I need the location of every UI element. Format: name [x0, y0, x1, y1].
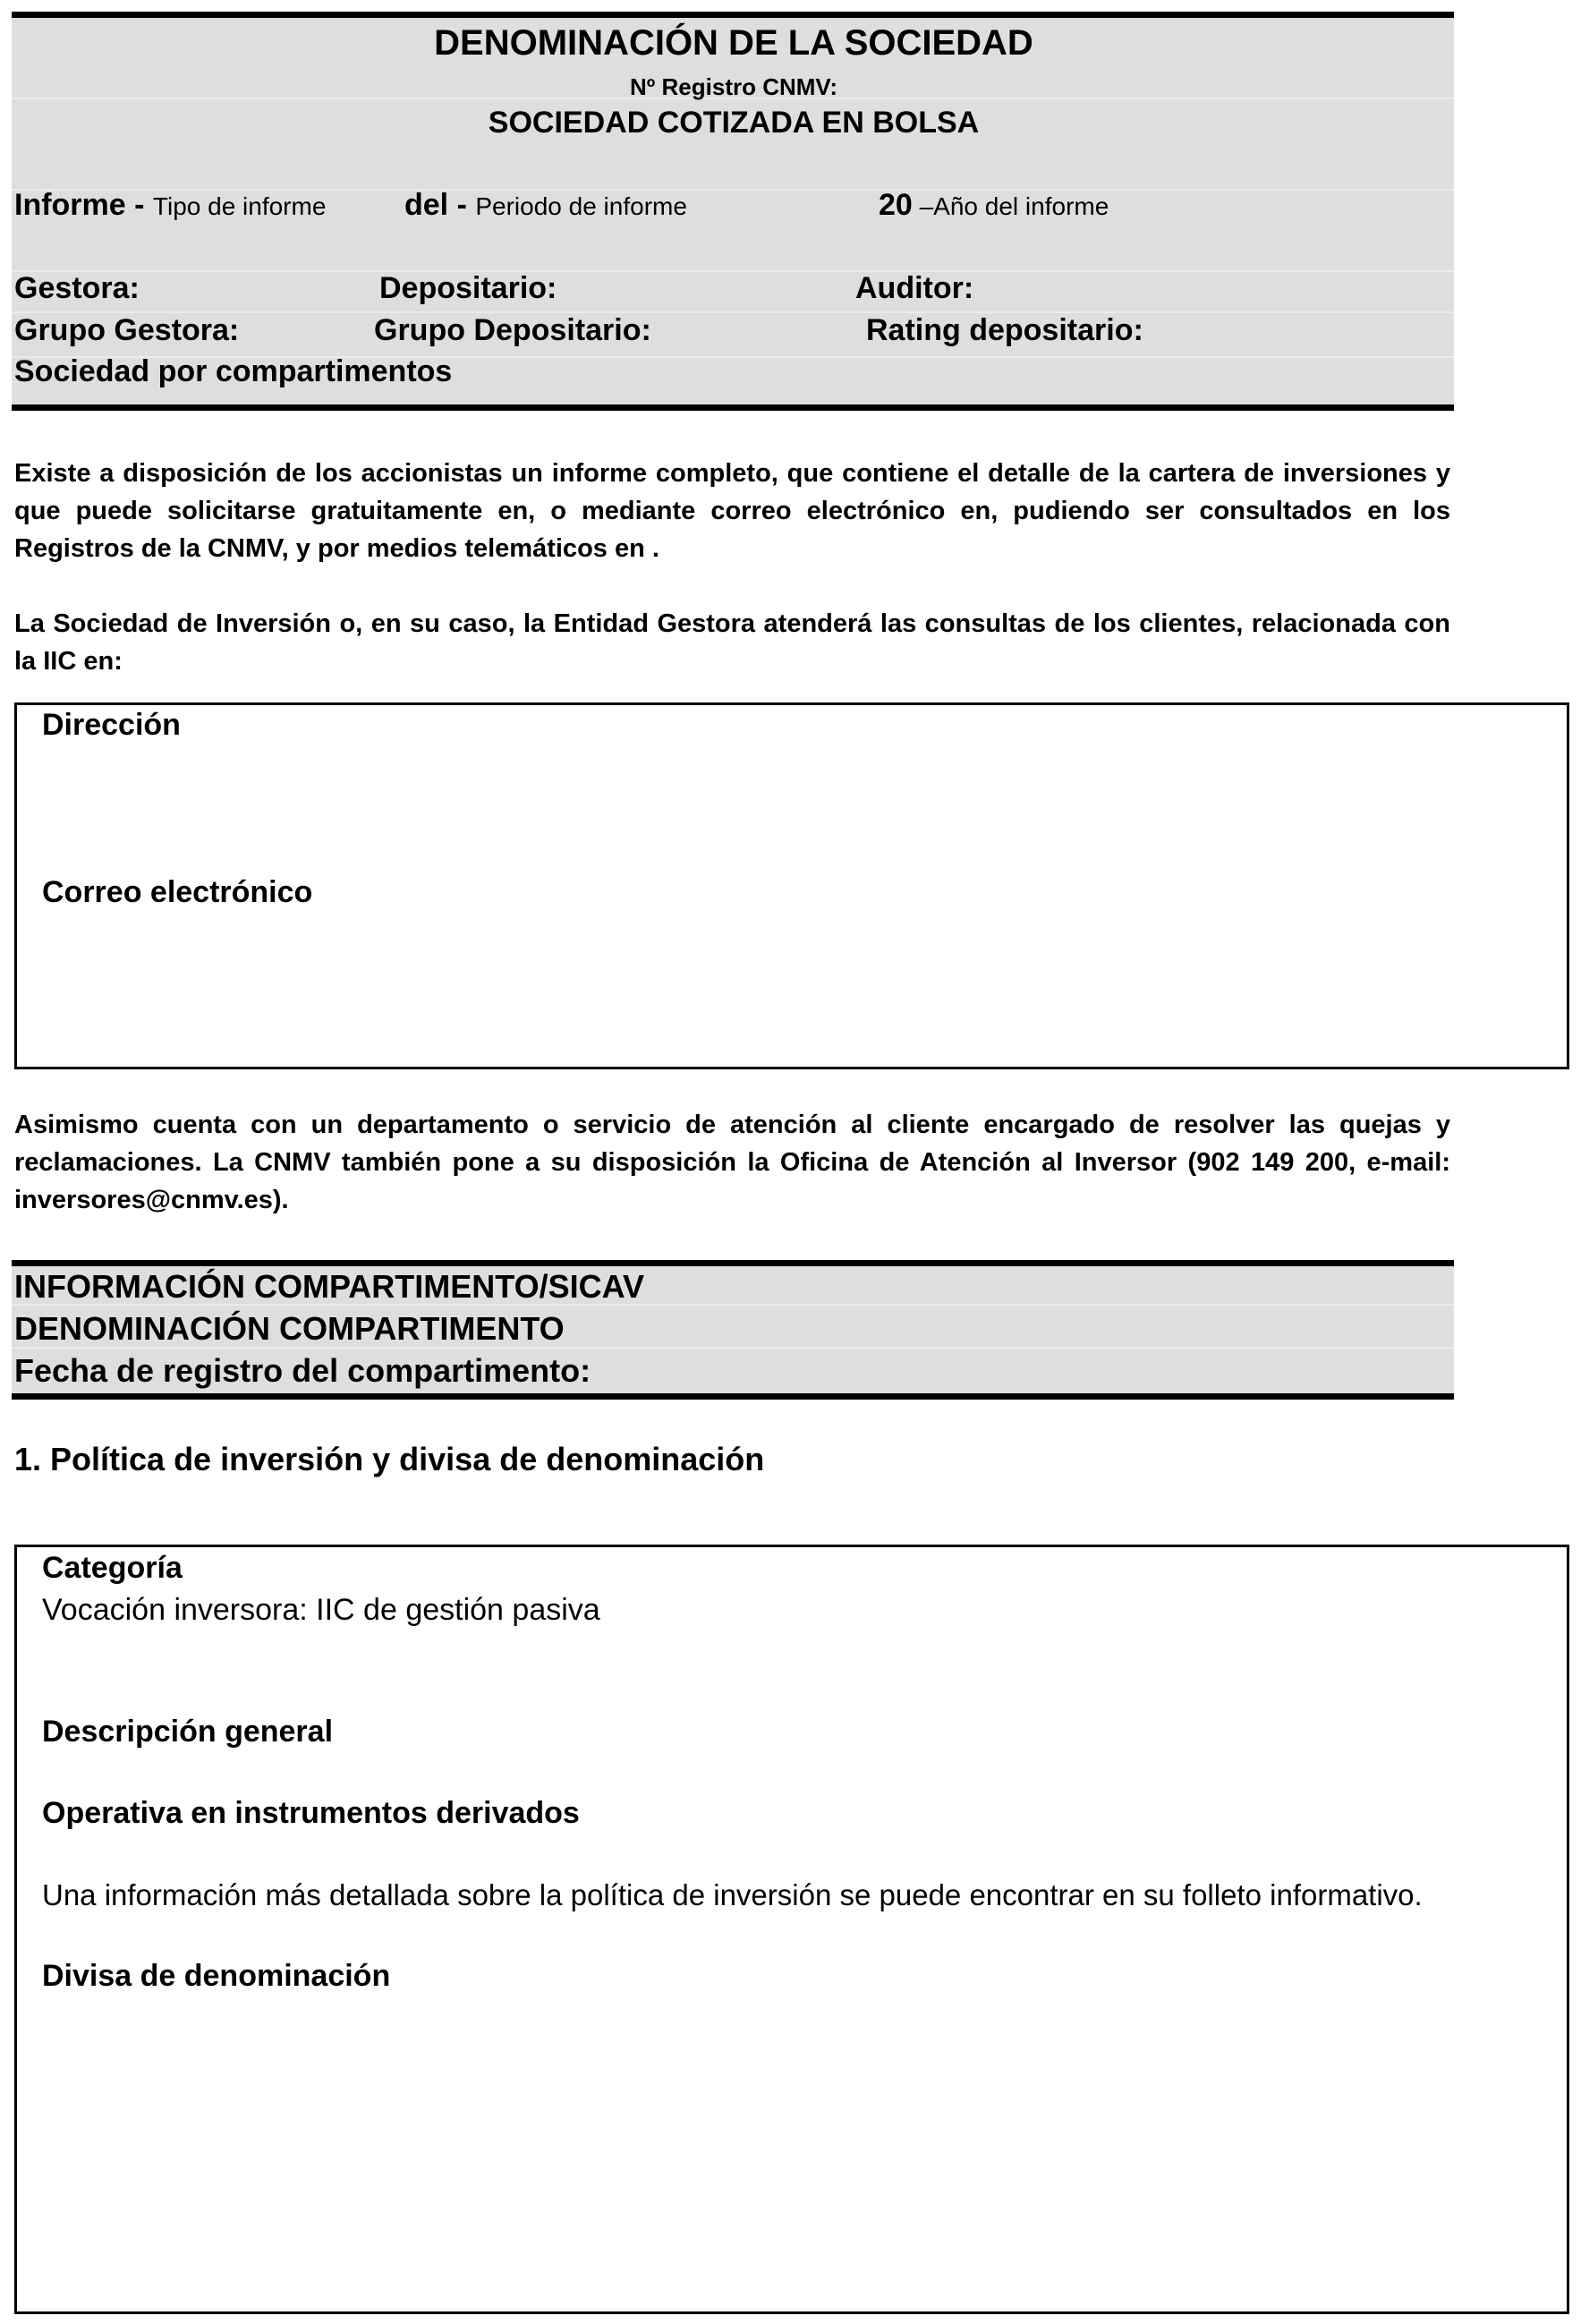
report-type-value: Tipo de informe: [152, 192, 327, 220]
folleto-informativo-text: Una información más detallada sobre la política de inversión se puede encontrar en su folleto informativo.: [42, 1878, 1423, 1911]
report-type-row: [14, 188, 326, 223]
del-dash: -: [448, 188, 476, 222]
categoria-label: Categoría: [42, 1551, 183, 1585]
vocacion-inversora-text: Vocación inversora: IIC de gestión pasiva: [42, 1593, 600, 1627]
rating-depositario-label: Rating depositario:: [866, 313, 1143, 347]
report-period-value: Periodo de informe: [475, 192, 687, 220]
investment-policy-box: [14, 1545, 1569, 2314]
auditor-label: Auditor:: [855, 271, 974, 305]
section-1-heading: 1. Política de inversión y divisa de denominación: [14, 1441, 765, 1477]
informe-label: Informe: [14, 188, 126, 222]
descripcion-general-label: Descripción general: [42, 1715, 334, 1749]
intro-paragraph: Existe a disposición de los accionistas un informe completo, que contiene el detalle de la cartera de inversiones y que puede solicitarse gratuitamente en, o mediante correo electrónico en, pudiendo ser consultados en los Registros de la CNMV, y por medios telemáticos en .: [14, 459, 1450, 563]
informe-dash: -: [125, 188, 153, 222]
compartimento-registration-date: Fecha de registro del compartimento:: [14, 1352, 591, 1389]
complaints-paragraph: Asimismo cuenta con un departamento o servicio de atención al cliente encargado de resolver las quejas y reclamaciones. La CNMV también pone a su disposición la Oficina de Atención al Inversor (902 149 200, e-mail: inversores@cnmv.es).: [14, 1111, 1450, 1214]
report-period-row: [404, 188, 687, 223]
cnmv-registry-number: Nº Registro CNMV:: [630, 73, 837, 100]
report-year-row: [879, 188, 1109, 223]
compartimento-header: [12, 1260, 1454, 1400]
company-name-title: DENOMINACIÓN DE LA SOCIEDAD: [434, 23, 1033, 63]
operativa-derivados-label: Operativa en instrumentos derivados: [42, 1796, 580, 1830]
grupo-gestora-label: Grupo Gestora:: [14, 313, 240, 347]
direccion-label: Dirección: [42, 708, 181, 742]
correo-electronico-label: Correo electrónico: [42, 875, 313, 909]
compartimento-info-title: INFORMACIÓN COMPARTIMENTO/SICAV: [14, 1268, 644, 1305]
compartimentos-label: Sociedad por compartimentos: [14, 354, 453, 388]
report-year-value: –Año del informe: [912, 192, 1109, 220]
grupo-depositario-label: Grupo Depositario:: [374, 313, 651, 347]
company-type-subtitle: SOCIEDAD COTIZADA EN BOLSA: [488, 106, 980, 140]
gestora-label: Gestora:: [14, 271, 140, 305]
divisa-denominacion-label: Divisa de denominación: [42, 1959, 391, 1993]
del-label: del: [404, 188, 449, 222]
depositario-label: Depositario:: [379, 271, 557, 305]
year-prefix: 20: [879, 188, 913, 222]
compartimento-name-title: DENOMINACIÓN COMPARTIMENTO: [14, 1310, 565, 1347]
contact-box: [14, 702, 1569, 1069]
consultas-paragraph: La Sociedad de Inversión o, en su caso, la Entidad Gestora atenderá las consultas de los clientes, relacionada con la IIC en:: [14, 609, 1450, 676]
